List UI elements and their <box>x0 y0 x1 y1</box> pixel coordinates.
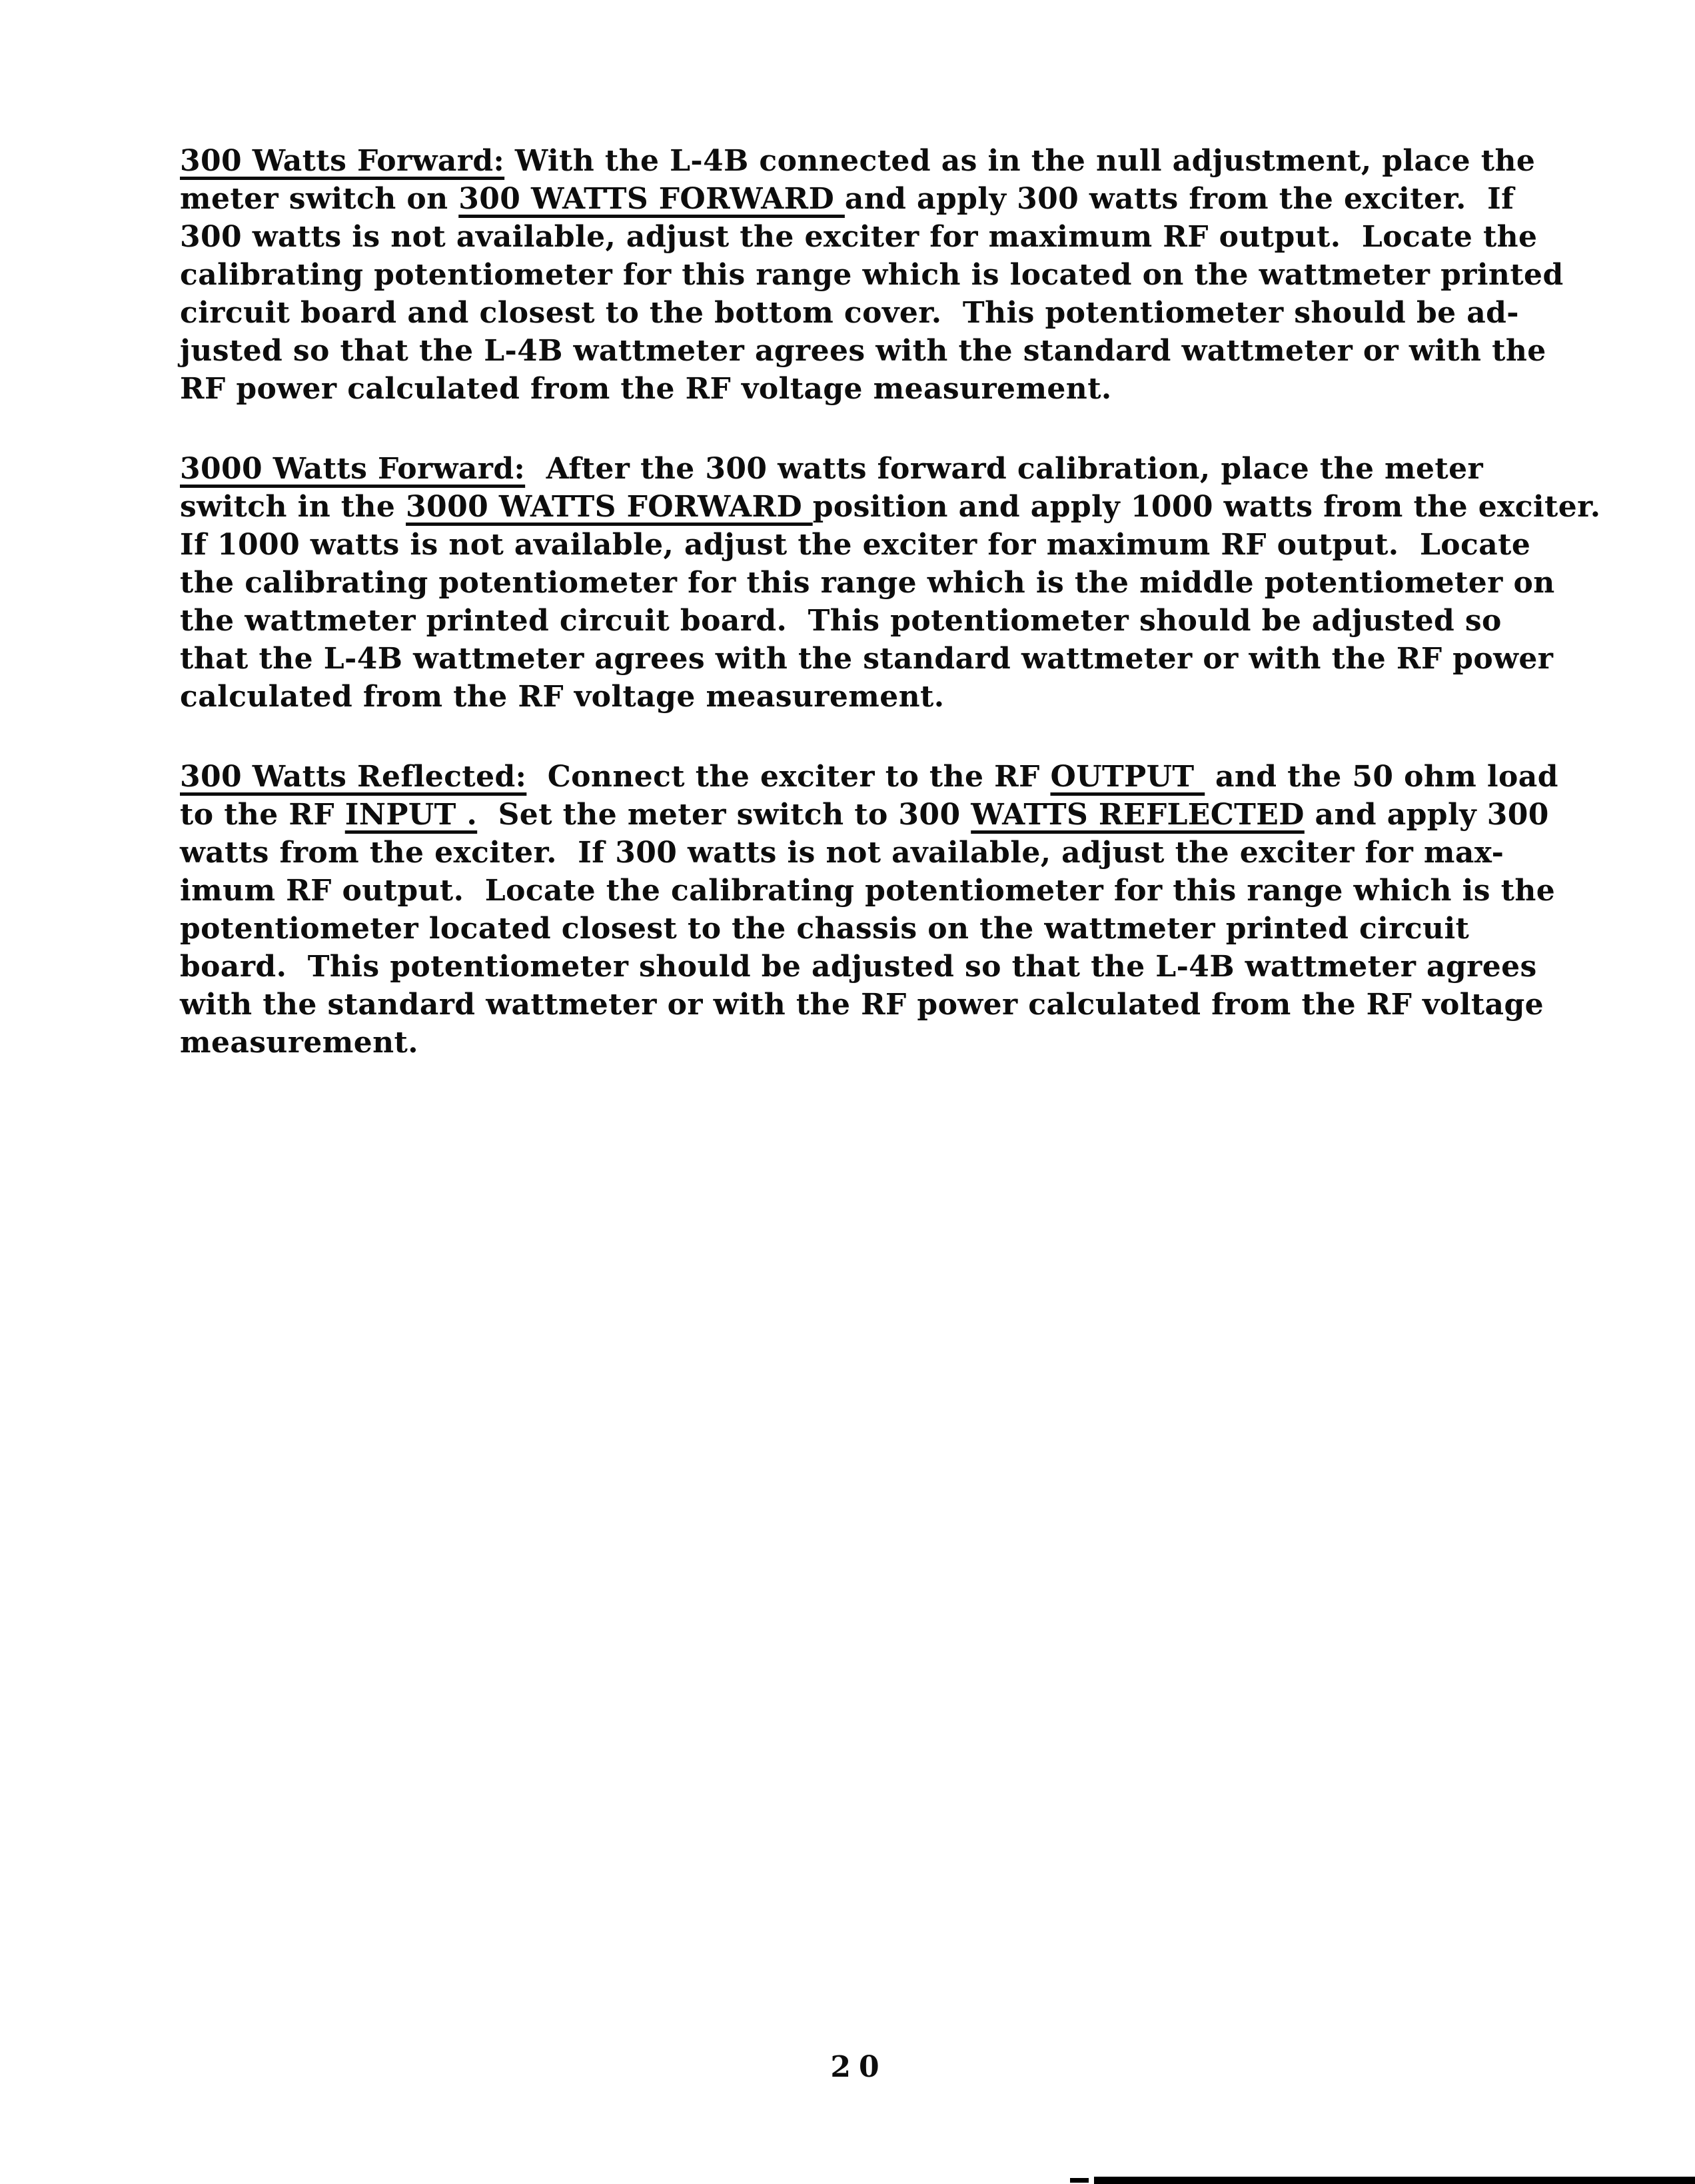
paragraph-3000-watts-forward <box>180 450 1606 716</box>
text-line <box>180 796 1606 834</box>
text-run: potentiometer located closest to the chassis on the wattmeter printed circuit <box>180 912 1470 946</box>
text-line <box>180 602 1606 640</box>
paragraph-300-watts-reflected <box>180 758 1606 1062</box>
text-line <box>180 564 1606 602</box>
underlined-text-run: 3000 WATTS FORWARD <box>406 490 813 524</box>
text-run: calculated from the RF voltage measurement. <box>180 680 945 714</box>
page-number: 20 <box>830 2050 887 2084</box>
text-line <box>180 910 1606 948</box>
underlined-text-run: OUTPUT <box>1050 760 1205 794</box>
text-run: circuit board and closest to the bottom cover. This potentiometer should be ad- <box>180 296 1519 330</box>
text-line <box>180 180 1606 218</box>
text-line <box>180 256 1606 294</box>
text-line <box>180 450 1606 488</box>
text-run: With the L-4B connected as in the null adjustment, place the <box>504 144 1536 178</box>
text-run: Set the meter switch to 300 <box>477 798 971 832</box>
heading-3000-watts-forward: 3000 Watts Forward: <box>180 452 526 486</box>
text-line <box>180 370 1606 408</box>
underlined-text-run: 300 WATTS FORWARD <box>458 182 845 216</box>
scan-artifact-bar <box>1094 2177 1695 2184</box>
text-line <box>180 834 1606 872</box>
text-line <box>180 678 1606 716</box>
underlined-text-run: WATTS REFLECTED <box>971 798 1305 832</box>
text-line <box>180 986 1606 1024</box>
text-run: watts from the exciter. If 300 watts is not available, adjust the exciter for max- <box>180 836 1504 870</box>
text-line <box>180 142 1606 180</box>
text-run: 300 watts is not available, adjust the exciter for maximum RF output. Locate the <box>180 220 1538 254</box>
text-run: and apply 300 <box>1304 798 1549 832</box>
text-run: meter switch on <box>180 182 459 216</box>
text-run: imum RF output. Locate the calibrating potentiometer for this range which is the <box>180 874 1556 908</box>
text-run: the calibrating potentiometer for this range which is the middle potentiometer on <box>180 566 1555 600</box>
scan-artifact-dash <box>1070 2178 1089 2183</box>
text-line <box>180 948 1606 986</box>
text-run: board. This potentiometer should be adjusted so that the L-4B wattmeter agrees <box>180 950 1537 984</box>
text-line <box>180 488 1606 526</box>
text-run: and apply 300 watts from the exciter. If <box>844 182 1514 216</box>
text-run: calibrating potentiometer for this range which is located on the wattmeter printed <box>180 258 1564 292</box>
heading-300-watts-forward: 300 Watts Forward: <box>180 144 505 178</box>
heading-300-watts-reflected: 300 Watts Reflected: <box>180 760 527 794</box>
text-run: justed so that the L-4B wattmeter agrees with the standard wattmeter or with the <box>180 334 1546 368</box>
text-run: the wattmeter printed circuit board. This potentiometer should be adjusted so <box>180 604 1502 638</box>
body-text <box>180 142 1606 1104</box>
text-line <box>180 640 1606 678</box>
text-run: with the standard wattmeter or with the RF power calculated from the RF voltage <box>180 988 1544 1022</box>
underlined-text-run: INPUT . <box>344 798 478 832</box>
text-run: that the L-4B wattmeter agrees with the standard wattmeter or with the RF power <box>180 642 1554 676</box>
text-run: RF power calculated from the RF voltage measurement. <box>180 372 1112 406</box>
text-line <box>180 294 1606 332</box>
text-run: After the 300 watts forward calibration, place the meter <box>525 452 1484 486</box>
text-line <box>180 218 1606 256</box>
text-run: position and apply 1000 watts from the exciter. <box>812 490 1601 524</box>
text-run: measurement. <box>180 1026 418 1060</box>
text-line <box>180 332 1606 370</box>
text-line <box>180 1024 1606 1062</box>
text-run: to the RF <box>180 798 345 832</box>
text-run: Connect the exciter to the RF <box>526 760 1051 794</box>
text-run: If 1000 watts is not available, adjust the exciter for maximum RF output. Locate <box>180 528 1531 562</box>
text-run: and the 50 ohm load <box>1205 760 1558 794</box>
text-run: switch in the <box>180 490 406 524</box>
text-line <box>180 872 1606 910</box>
paragraph-300-watts-forward <box>180 142 1606 408</box>
text-line <box>180 758 1606 796</box>
text-line <box>180 526 1606 564</box>
